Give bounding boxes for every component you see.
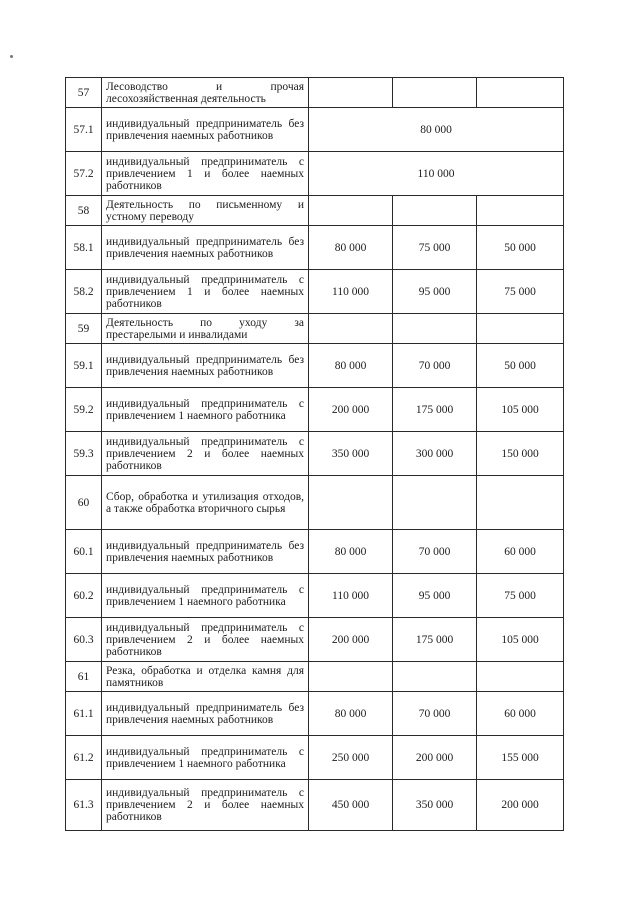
value-cell: 350 000: [393, 780, 477, 831]
value-cell: 250 000: [309, 736, 393, 780]
row-description: индивидуальный предприниматель с привлечением 1 и более наемных работников: [102, 270, 309, 314]
table-row: [66, 226, 564, 270]
value-cell: 70 000: [393, 692, 477, 736]
row-number: 59.3: [66, 432, 102, 476]
value-cell: 150 000: [477, 432, 564, 476]
table-row: [66, 388, 564, 432]
row-description: индивидуальный предприниматель с привлечением 2 и более наемных работников: [102, 780, 309, 831]
value-cell: 50 000: [477, 344, 564, 388]
value-cell: 450 000: [309, 780, 393, 831]
row-number: 59.1: [66, 344, 102, 388]
value-cell: [393, 196, 477, 226]
value-cell: 70 000: [393, 344, 477, 388]
row-description: индивидуальный предприниматель с привлечением 1 и более наемных работников: [102, 152, 309, 196]
row-description: индивидуальный предприниматель с привлечением 1 наемного работника: [102, 388, 309, 432]
table-row: [66, 780, 564, 831]
value-cell: 50 000: [477, 226, 564, 270]
value-cell: [477, 196, 564, 226]
row-number: 60.2: [66, 574, 102, 618]
tariff-table: [65, 77, 564, 831]
row-description: Резка, обработка и отделка камня для памятников: [102, 662, 309, 692]
row-description: индивидуальный предприниматель без привлечения наемных работников: [102, 692, 309, 736]
value-cell: [393, 662, 477, 692]
section-row: [66, 314, 564, 344]
value-cell: 105 000: [477, 388, 564, 432]
value-cell: [309, 662, 393, 692]
value-cell: 175 000: [393, 618, 477, 662]
table-row: [66, 152, 564, 196]
row-number: 60.3: [66, 618, 102, 662]
table-row: [66, 432, 564, 476]
tariff-table-body: [66, 78, 564, 831]
section-row: [66, 662, 564, 692]
value-cell: 200 000: [309, 618, 393, 662]
value-cell: [309, 314, 393, 344]
value-cell: 75 000: [477, 270, 564, 314]
value-cell: [309, 476, 393, 530]
value-cell: [309, 78, 393, 108]
value-cell: [393, 314, 477, 344]
row-number: 58.2: [66, 270, 102, 314]
value-cell: 300 000: [393, 432, 477, 476]
value-cell: 105 000: [477, 618, 564, 662]
row-number: 57.1: [66, 108, 102, 152]
table-row: [66, 692, 564, 736]
scan-speck: [10, 55, 13, 58]
value-cell: 200 000: [309, 388, 393, 432]
table-row: [66, 270, 564, 314]
row-description: Сбор, обработка и утилизация отходов, а также обработка вторичного сырья: [102, 476, 309, 530]
value-cell: 80 000: [309, 692, 393, 736]
value-cell: 95 000: [393, 270, 477, 314]
value-cell: [477, 78, 564, 108]
row-number: 61.3: [66, 780, 102, 831]
merged-value-cell: 110 000: [309, 152, 564, 196]
value-cell: 155 000: [477, 736, 564, 780]
value-cell: 80 000: [309, 530, 393, 574]
section-row: [66, 78, 564, 108]
value-cell: 75 000: [477, 574, 564, 618]
value-cell: [477, 314, 564, 344]
value-cell: 95 000: [393, 574, 477, 618]
section-row: [66, 476, 564, 530]
merged-value-cell: 80 000: [309, 108, 564, 152]
row-number: 61: [66, 662, 102, 692]
table-row: [66, 108, 564, 152]
value-cell: [309, 196, 393, 226]
section-row: [66, 196, 564, 226]
row-number: 58: [66, 196, 102, 226]
table-row: [66, 618, 564, 662]
row-description: индивидуальный предприниматель с привлечением 2 и более наемных работников: [102, 432, 309, 476]
row-description: индивидуальный предприниматель без привлечения наемных работников: [102, 530, 309, 574]
value-cell: 80 000: [309, 226, 393, 270]
row-number: 58.1: [66, 226, 102, 270]
row-number: 57.2: [66, 152, 102, 196]
value-cell: 200 000: [477, 780, 564, 831]
row-number: 61.1: [66, 692, 102, 736]
value-cell: 110 000: [309, 574, 393, 618]
row-description: индивидуальный предприниматель без привлечения наемных работников: [102, 344, 309, 388]
table-row: [66, 530, 564, 574]
row-description: Деятельность по уходу за престарелыми и инвалидами: [102, 314, 309, 344]
row-description: индивидуальный предприниматель с привлечением 2 и более наемных работников: [102, 618, 309, 662]
table-row: [66, 574, 564, 618]
value-cell: 60 000: [477, 692, 564, 736]
value-cell: 175 000: [393, 388, 477, 432]
value-cell: [393, 476, 477, 530]
row-description: индивидуальный предприниматель с привлечением 1 наемного работника: [102, 736, 309, 780]
row-number: 61.2: [66, 736, 102, 780]
row-number: 60.1: [66, 530, 102, 574]
value-cell: 350 000: [309, 432, 393, 476]
row-description: Деятельность по письменному и устному переводу: [102, 196, 309, 226]
row-description: Лесоводство и прочая лесохозяйственная деятельность: [102, 78, 309, 108]
row-description: индивидуальный предприниматель без привлечения наемных работников: [102, 108, 309, 152]
value-cell: 60 000: [477, 530, 564, 574]
table-row: [66, 736, 564, 780]
row-description: индивидуальный предприниматель с привлечением 1 наемного работника: [102, 574, 309, 618]
value-cell: [393, 78, 477, 108]
value-cell: [477, 476, 564, 530]
row-number: 59.2: [66, 388, 102, 432]
table-row: [66, 344, 564, 388]
row-number: 60: [66, 476, 102, 530]
value-cell: 70 000: [393, 530, 477, 574]
value-cell: [477, 662, 564, 692]
row-number: 59: [66, 314, 102, 344]
value-cell: 75 000: [393, 226, 477, 270]
value-cell: 200 000: [393, 736, 477, 780]
value-cell: 80 000: [309, 344, 393, 388]
row-description: индивидуальный предприниматель без привлечения наемных работников: [102, 226, 309, 270]
value-cell: 110 000: [309, 270, 393, 314]
row-number: 57: [66, 78, 102, 108]
